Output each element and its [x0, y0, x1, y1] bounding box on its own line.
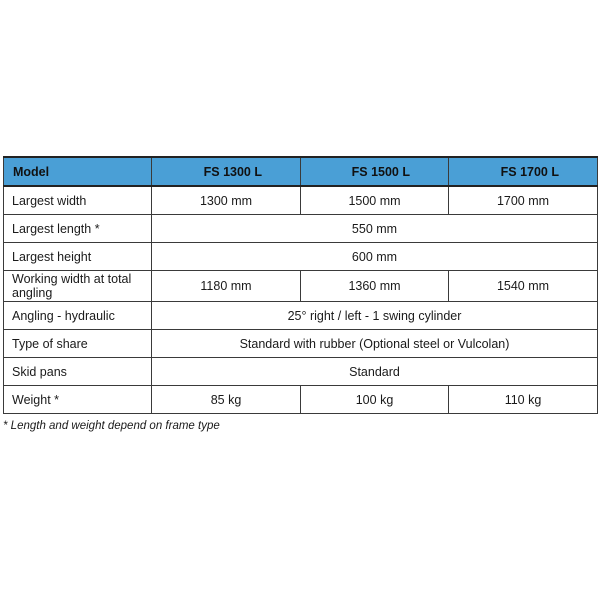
specification-table	[3, 156, 598, 414]
cell-largest-height: 600 mm	[152, 243, 598, 271]
row-label-largest-length: Largest length *	[4, 215, 152, 243]
row-label-skid-pans: Skid pans	[4, 358, 152, 386]
row-label-angling: Angling - hydraulic	[4, 302, 152, 330]
cell-angling: 25° right / left - 1 swing cylinder	[152, 302, 598, 330]
table-row	[4, 358, 598, 386]
header-model: Model	[4, 157, 152, 186]
cell-working-width-1500: 1360 mm	[301, 271, 449, 302]
table-row	[4, 243, 598, 271]
cell-weight-1700: 110 kg	[449, 386, 598, 414]
cell-skid-pans: Standard	[152, 358, 598, 386]
cell-type-of-share: Standard with rubber (Optional steel or Vulcolan)	[152, 330, 598, 358]
header-fs-1500-l: FS 1500 L	[301, 157, 449, 186]
row-label-largest-width: Largest width	[4, 186, 152, 215]
header-fs-1300-l: FS 1300 L	[152, 157, 301, 186]
table-row	[4, 215, 598, 243]
header-fs-1700-l: FS 1700 L	[449, 157, 598, 186]
table-row	[4, 302, 598, 330]
cell-weight-1500: 100 kg	[301, 386, 449, 414]
table-header-row	[4, 157, 598, 186]
footnote: * Length and weight depend on frame type	[3, 420, 220, 432]
cell-working-width-1700: 1540 mm	[449, 271, 598, 302]
row-label-working-width: Working width at total angling	[4, 271, 152, 302]
table-row	[4, 330, 598, 358]
row-label-largest-height: Largest height	[4, 243, 152, 271]
row-label-type-of-share: Type of share	[4, 330, 152, 358]
cell-largest-width-1300: 1300 mm	[152, 186, 301, 215]
cell-largest-width-1700: 1700 mm	[449, 186, 598, 215]
cell-largest-length: 550 mm	[152, 215, 598, 243]
cell-largest-width-1500: 1500 mm	[301, 186, 449, 215]
cell-weight-1300: 85 kg	[152, 386, 301, 414]
row-label-weight: Weight *	[4, 386, 152, 414]
table-row	[4, 186, 598, 215]
table-row	[4, 386, 598, 414]
cell-working-width-1300: 1180 mm	[152, 271, 301, 302]
table-row	[4, 271, 598, 302]
